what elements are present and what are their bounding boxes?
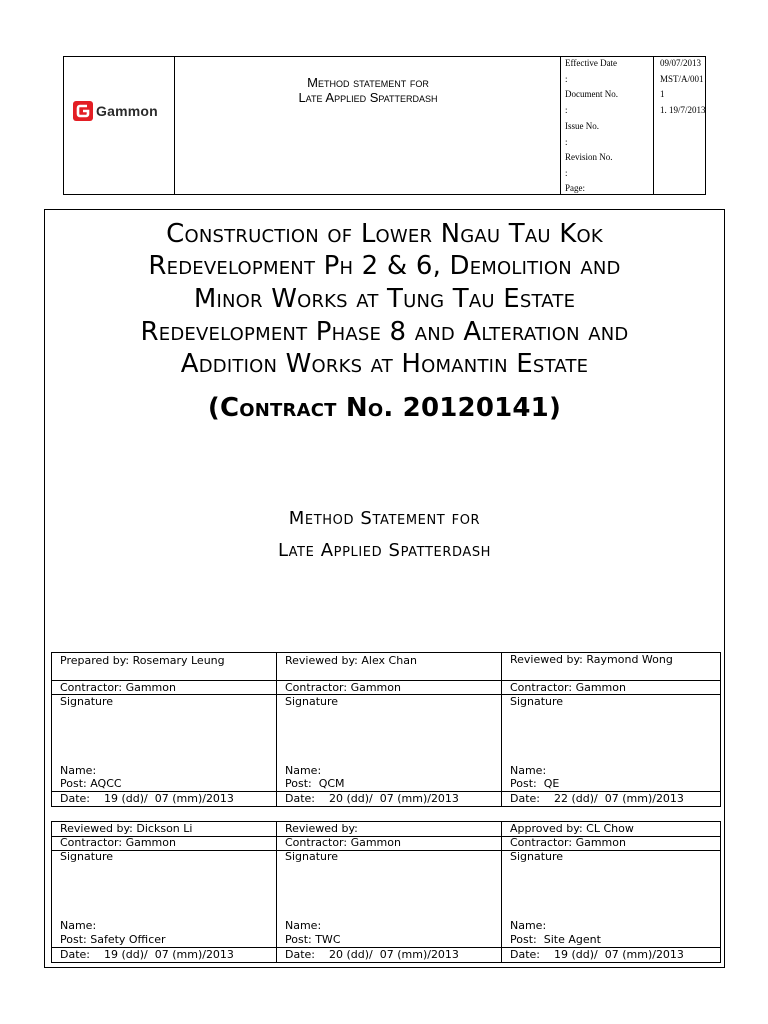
signoff-contractor: Contractor: Gammon	[285, 681, 401, 694]
header-label-cell	[561, 57, 654, 194]
signoff-post: Post: QE	[510, 777, 560, 790]
signoff-table-2	[51, 821, 721, 963]
subtitle-line1: Method Statement for	[288, 508, 481, 529]
signoff-signature-label: Signature	[285, 850, 339, 863]
signoff-signature-label: Signature	[510, 695, 564, 708]
signoff-role: Prepared by: Rosemary Leung	[60, 654, 225, 667]
signoff-role: Reviewed by:	[285, 822, 358, 835]
signoff-post: Post: TWC	[285, 933, 341, 946]
signoff-post: Post: QCM	[285, 777, 345, 790]
header-title-cell	[175, 57, 561, 194]
subtitle-line2: Late Applied Spatterdash	[277, 540, 492, 561]
signoff-date: Date: 19 (dd)/ 07 (mm)/2013	[60, 792, 234, 805]
label-issue-no: Issue No.	[565, 121, 599, 131]
signoff-name-label: Name:	[60, 919, 97, 932]
label-effective-date: Effective Date	[565, 58, 618, 68]
signoff-signature-label: Signature	[285, 695, 339, 708]
signoff-date: Date: 20 (dd)/ 07 (mm)/2013	[285, 792, 459, 805]
gammon-logo	[73, 101, 158, 121]
header-title-line2: Late Applied Spatterdash	[298, 90, 438, 105]
label-colon: :	[565, 74, 568, 84]
label-colon: :	[565, 168, 568, 178]
value-issue-no: 1	[660, 89, 665, 99]
signoff-contractor: Contractor: Gammon	[60, 681, 176, 694]
signoff-role: Reviewed by: Dickson Li	[60, 822, 193, 835]
value-document-no: MST/A/001	[660, 74, 704, 84]
header-value-cell	[654, 57, 705, 194]
label-colon: :	[565, 137, 568, 147]
signoff-contractor: Contractor: Gammon	[285, 836, 401, 849]
signoff-signature-label: Signature	[60, 850, 114, 863]
label-colon: :	[565, 105, 568, 115]
value-revision-no: 1. 19/7/2013	[660, 105, 706, 115]
signoff-name-label: Name:	[285, 764, 322, 777]
signoff-signature-label: Signature	[510, 850, 564, 863]
signoff-name-label: Name:	[285, 919, 322, 932]
signoff-date: Date: 19 (dd)/ 07 (mm)/2013	[60, 948, 234, 961]
signoff-date: Date: 20 (dd)/ 07 (mm)/2013	[285, 948, 459, 961]
signoff-contractor: Contractor: Gammon	[60, 836, 176, 849]
signoff-contractor: Contractor: Gammon	[510, 836, 626, 849]
signoff-name-label: Name:	[510, 919, 547, 932]
project-title-line5: Addition Works at Homantin Estate	[180, 349, 589, 379]
signoff-role: Reviewed by: Raymond Wong	[510, 653, 673, 666]
signoff-name-label: Name:	[60, 764, 97, 777]
signoff-post: Post: Site Agent	[510, 933, 601, 946]
header-title-line1: Method statement for	[307, 75, 429, 90]
logo-cell	[64, 57, 175, 194]
signoff-signature-label: Signature	[60, 695, 114, 708]
gammon-logo-icon	[73, 101, 93, 121]
value-effective-date: 09/07/2013	[660, 58, 702, 68]
label-document-no: Document No.	[565, 89, 618, 99]
signoff-date: Date: 19 (dd)/ 07 (mm)/2013	[510, 948, 684, 961]
company-name: Gammon	[96, 103, 158, 119]
signoff-date: Date: 22 (dd)/ 07 (mm)/2013	[510, 792, 684, 805]
project-title-line3: Minor Works at Tung Tau Estate	[193, 284, 576, 314]
contract-number: (Contract No. 20120141)	[207, 393, 562, 423]
signoff-role: Approved by: CL Chow	[510, 822, 634, 835]
project-title-line2: Redevelopment Ph 2 & 6, Demolition and	[148, 251, 621, 281]
label-revision-no: Revision No.	[565, 152, 613, 162]
signoff-name-label: Name:	[510, 764, 547, 777]
document-header-table	[63, 56, 706, 195]
signoff-contractor: Contractor: Gammon	[510, 681, 626, 694]
signoff-post: Post: Safety Officer	[60, 933, 166, 946]
project-title-line4: Redevelopment Phase 8 and Alteration and	[140, 317, 629, 347]
signoff-table-1	[51, 652, 721, 807]
signoff-role: Reviewed by: Alex Chan	[285, 654, 417, 667]
project-title-line1: Construction of Lower Ngau Tau Kok	[166, 219, 603, 249]
label-page: Page:	[565, 183, 585, 193]
signoff-post: Post: AQCC	[60, 777, 122, 790]
